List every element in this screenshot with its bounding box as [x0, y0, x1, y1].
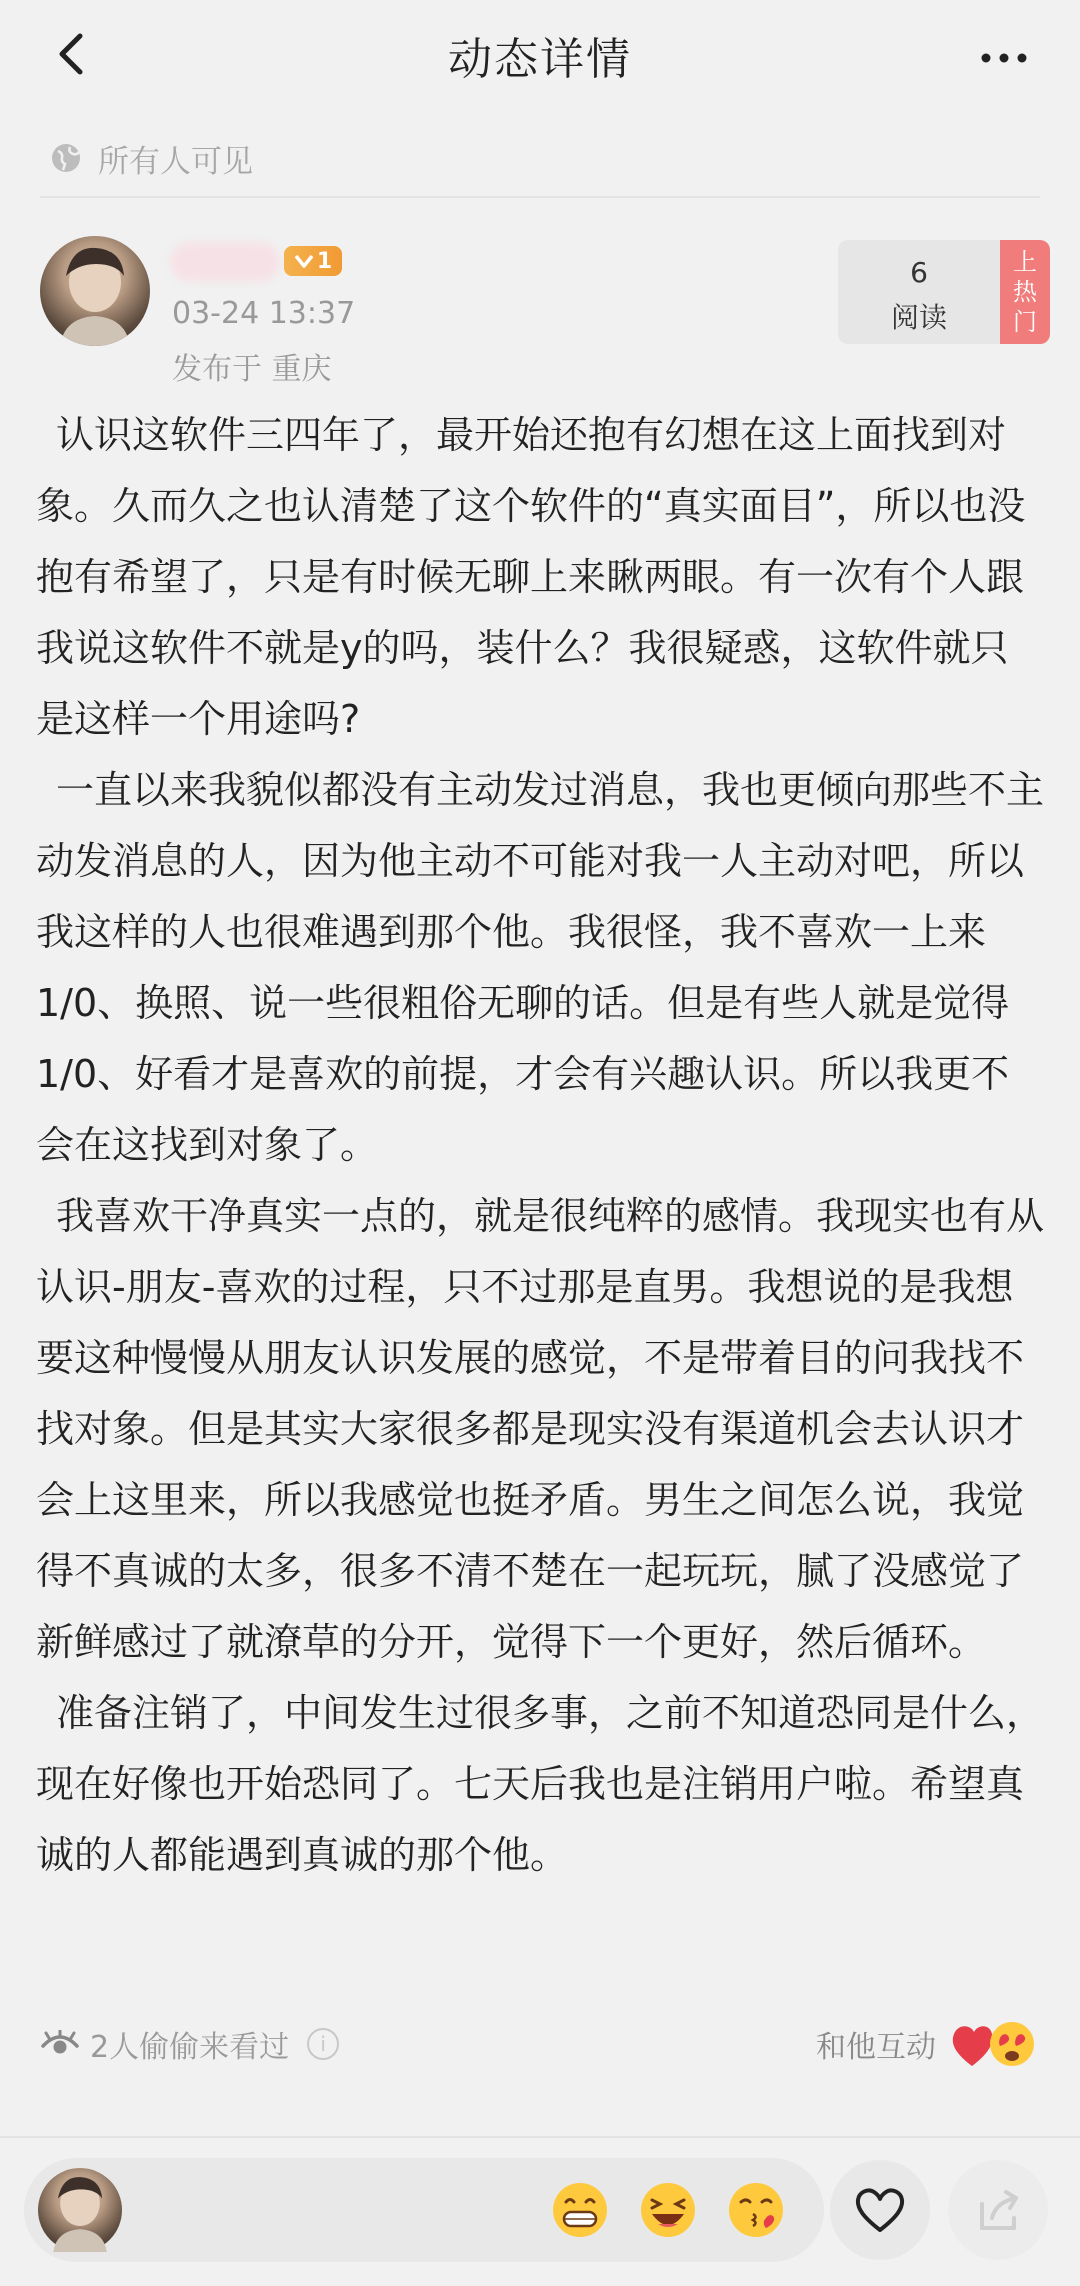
- hot-label: 上 热 门: [1013, 248, 1037, 336]
- author-avatar[interactable]: [40, 236, 150, 346]
- post-location: 发布于 重庆: [172, 352, 332, 387]
- post-body: [36, 400, 1046, 1891]
- share-button[interactable]: [948, 2160, 1048, 2260]
- back-button[interactable]: [40, 22, 104, 86]
- divider: [40, 196, 1040, 198]
- page-title: 动态详情: [448, 34, 632, 85]
- visibility-indicator: [50, 130, 253, 186]
- post-time: 03-24 13:37: [172, 296, 356, 331]
- visibility-text: 所有人可见: [98, 143, 253, 180]
- share-icon: [974, 2186, 1022, 2234]
- post-paragraph: 一直以来我貌似都没有主动发过消息，我也更倾向那些不主动发消息的人，因为他主动不可能对我一人主动对吧，所以我这样的人也很难遇到那个他。我很怪，我不喜欢一上来1/0、换照、说一些很粗俗无聊的话。但是有些人就是觉得1/0、好看才是喜欢的前提，才会有兴趣认识。所以我更不会在这找到对象了。: [36, 768, 1045, 1167]
- more-horizontal-icon: [980, 52, 1028, 64]
- read-label: 阅读: [890, 301, 947, 334]
- chevron-left-icon: [52, 30, 92, 78]
- divider: [0, 2136, 1080, 2138]
- read-count-box: [838, 240, 1050, 344]
- post-paragraph: 认识这软件三四年了，最开始还抱有幻想在这上面找到对象。久而久之也认清楚了这个软件的“真实面目”，所以也没抱有希望了，只是有时候无聊上来瞅两眼。有一次有个人跟我说这软件不就是y的吗，装什么？我很疑惑，这软件就只是这样一个用途吗?: [36, 413, 1026, 741]
- interact-button[interactable]: [816, 2012, 1044, 2076]
- like-button[interactable]: [830, 2160, 930, 2260]
- globe-icon: [50, 142, 82, 174]
- kissing-face-icon[interactable]: [726, 2180, 786, 2240]
- post-paragraph: 我喜欢干净真实一点的，就是很纯粹的感情。我现实也有从认识-朋友-喜欢的过程，只不过那是直男。我想说的是我想要这种慢慢从朋友认识发展的感觉，不是带着目的问我找不找对象。但是其实大家很多都是现实没有渠道机会去认识才会上这里来，所以我感觉也挺矛盾。男生之间怎么说，我觉得不真诚的太多，很多不清不楚在一起玩玩，腻了没感觉了新鲜感过了就潦草的分开，觉得下一个更好，然后循环。: [36, 1194, 1045, 1664]
- comment-input-bar[interactable]: [24, 2158, 824, 2262]
- heart-emoji-icon: [948, 2012, 1044, 2076]
- level-badge: [284, 246, 342, 276]
- read-count: 6: [910, 256, 928, 289]
- my-avatar: [38, 2168, 122, 2252]
- viewer-stats[interactable]: [40, 2016, 339, 2072]
- level-number: 1: [316, 248, 333, 274]
- top-nav-bar: [0, 0, 1080, 110]
- grinning-face-icon[interactable]: [550, 2180, 610, 2240]
- post-paragraph: 准备注销了，中间发生过很多事，之前不知道恐同是什么，现在好像也开始恐同了。七天后我也是注销用户啦。希望真诚的人都能遇到真诚的那个他。: [36, 1691, 1045, 1877]
- v-icon: [294, 253, 314, 269]
- info-icon[interactable]: i: [307, 2028, 339, 2060]
- eye-icon: [40, 2030, 80, 2058]
- avatar-image: [40, 236, 150, 346]
- more-button[interactable]: [972, 26, 1036, 90]
- boost-hot-button[interactable]: [1000, 240, 1050, 344]
- interact-label: 和他互动: [816, 2030, 936, 2065]
- heart-outline-icon: [853, 2186, 907, 2234]
- author-name-blurred[interactable]: [170, 242, 280, 282]
- laughing-face-icon[interactable]: [638, 2180, 698, 2240]
- viewer-count-text: 2人偷偷来看过: [90, 2030, 290, 2065]
